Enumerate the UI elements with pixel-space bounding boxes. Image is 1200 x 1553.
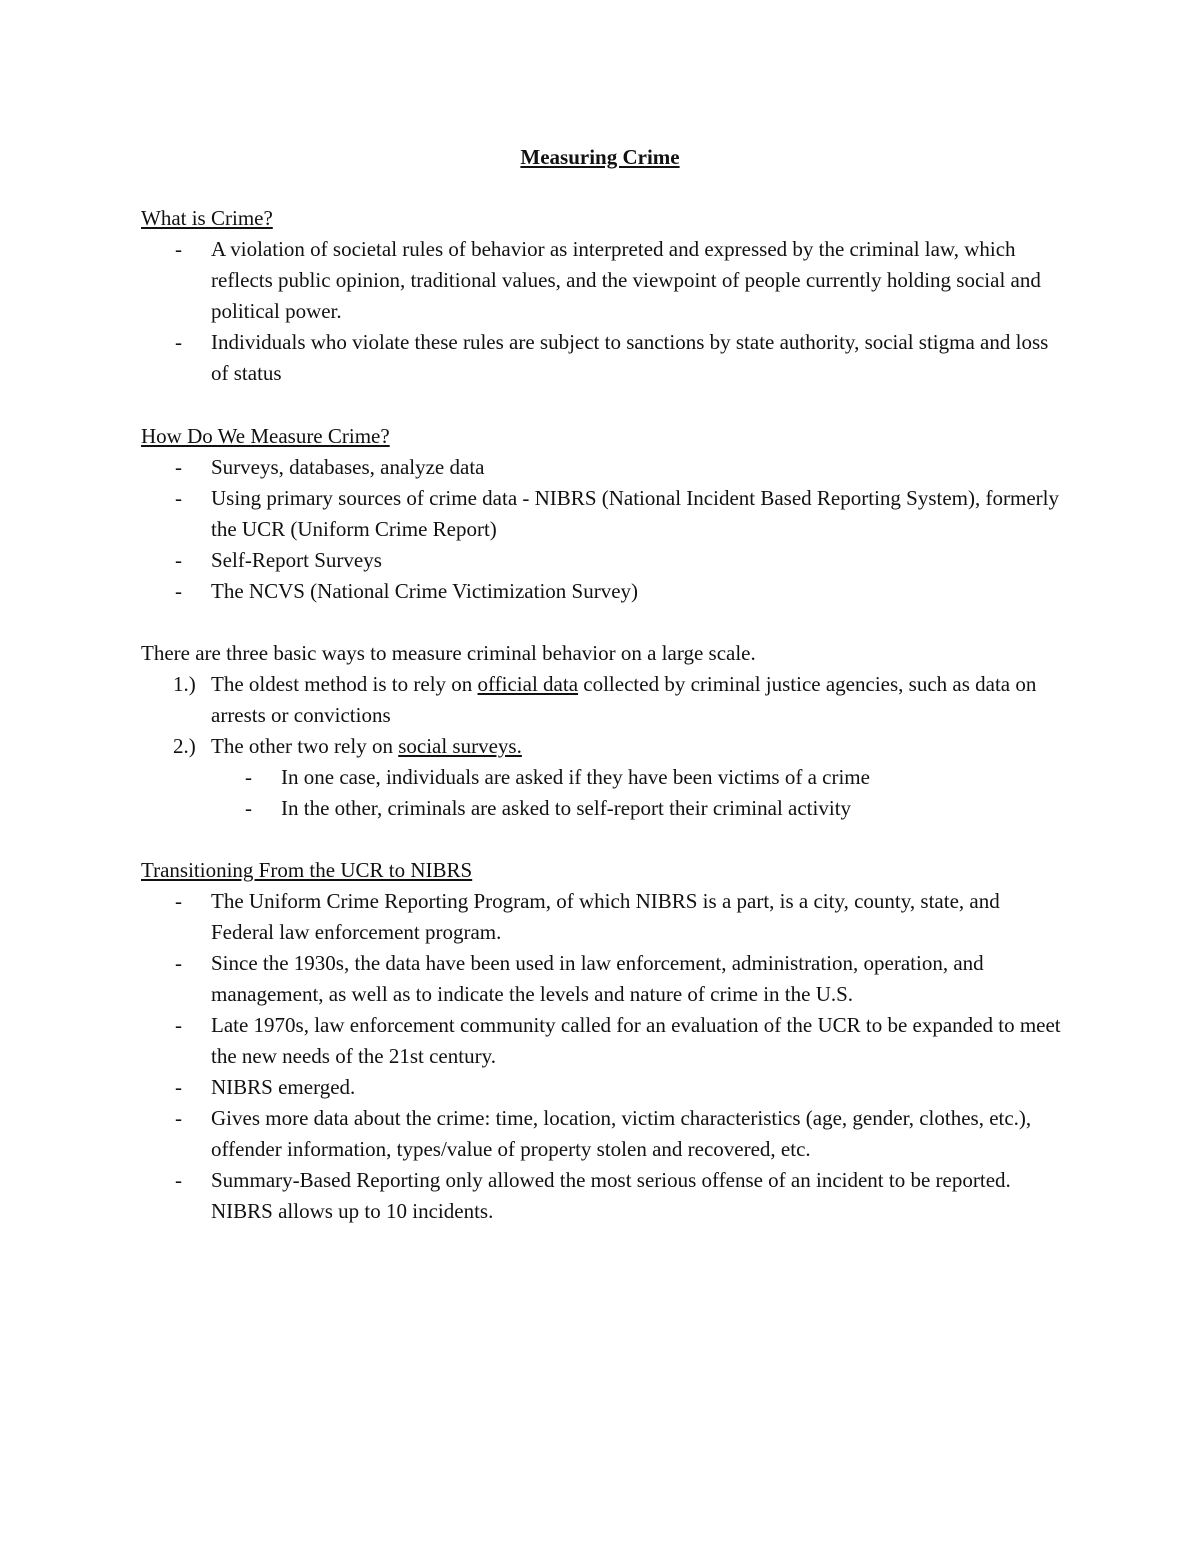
- number-marker: 1.): [173, 672, 196, 696]
- dash-marker: -: [175, 951, 182, 975]
- sub-list-item: [141, 762, 1061, 793]
- dash-marker: -: [175, 237, 182, 261]
- sub-list-item-text: In the other, criminals are asked to self-report their criminal activity: [281, 796, 852, 820]
- list-item-text: NIBRS emerged.: [211, 1075, 356, 1099]
- number-marker: 2.): [173, 734, 196, 758]
- section-heading: What is Crime?: [141, 206, 273, 230]
- section-heading: How Do We Measure Crime?: [141, 424, 390, 448]
- section-three-ways: [141, 638, 1061, 824]
- list-item: [141, 886, 1061, 948]
- dash-marker: -: [175, 1106, 182, 1130]
- numbered-item: [141, 669, 1061, 731]
- sub-list-item-text: In one case, individuals are asked if they have been victims of a crime: [281, 765, 870, 789]
- list-item: [141, 234, 1061, 327]
- list-item: [141, 483, 1061, 545]
- dash-marker: -: [175, 579, 182, 603]
- list-item-text: Self-Report Surveys: [211, 548, 382, 572]
- list-item-text: Summary-Based Reporting only allowed the most serious offense of an incident to be reported. NIBRS allows up to 10 incidents.: [211, 1168, 1011, 1223]
- list-item: [141, 576, 1061, 607]
- list-item: [141, 1072, 1061, 1103]
- numbered-item-text-before: The oldest method is to rely on: [211, 672, 478, 696]
- underlined-term: social surveys.: [398, 734, 522, 758]
- dash-marker: -: [175, 1013, 182, 1037]
- numbered-item-text-after: collected by criminal justice agencies, such as data on arrests or convictions: [211, 672, 1037, 727]
- list-item-text: A violation of societal rules of behavior as interpreted and expressed by the criminal law, which reflects public opinion, traditional values, and the viewpoint of people currently holding social and political power.: [211, 237, 1041, 323]
- dash-marker: -: [175, 548, 182, 572]
- list-item: [141, 452, 1061, 483]
- list-item: [141, 1103, 1061, 1165]
- numbered-item-text-before: The other two rely on: [211, 734, 399, 758]
- dash-marker: -: [175, 455, 182, 479]
- list-item: [141, 545, 1061, 576]
- dash-marker: -: [245, 765, 252, 789]
- list-item-text: Surveys, databases, analyze data: [211, 455, 485, 479]
- dash-marker: -: [175, 330, 182, 354]
- list-item: [141, 1010, 1061, 1072]
- numbered-item: [141, 731, 1061, 762]
- dash-marker: -: [175, 486, 182, 510]
- list-item-text: Gives more data about the crime: time, location, victim characteristics (age, gender, clothes, etc.), offender information, types/value of property stolen and recovered, etc.: [211, 1106, 1032, 1161]
- list-item-text: Individuals who violate these rules are subject to sanctions by state authority, social stigma and loss of status: [211, 330, 1049, 385]
- list-item: [141, 327, 1061, 389]
- list-item-text: The NCVS (National Crime Victimization Survey): [211, 579, 639, 603]
- dash-marker: -: [175, 1168, 182, 1192]
- list-item-text: Since the 1930s, the data have been used in law enforcement, administration, operation, and management, as well as to indicate the levels and nature of crime in the U.S.: [211, 951, 984, 1006]
- list-item: [141, 948, 1061, 1010]
- section-heading: Transitioning From the UCR to NIBRS: [141, 858, 473, 882]
- document-title: Measuring Crime: [520, 145, 680, 169]
- sub-list-item: [141, 793, 1061, 824]
- section-how-measure: [141, 421, 1061, 607]
- dash-marker: -: [175, 1075, 182, 1099]
- section-transition: [141, 855, 1061, 1227]
- section-what-is-crime: [141, 203, 1061, 389]
- list-item-text: The Uniform Crime Reporting Program, of which NIBRS is a part, is a city, county, state, and Federal law enforcement program.: [211, 889, 1000, 944]
- list-item: [141, 1165, 1061, 1227]
- dash-marker: -: [245, 796, 252, 820]
- dash-marker: -: [175, 889, 182, 913]
- list-item-text: Using primary sources of crime data - NIBRS (National Incident Based Reporting System), formerly the UCR (Uniform Crime Report): [211, 486, 1059, 541]
- intro-paragraph: There are three basic ways to measure criminal behavior on a large scale.: [141, 641, 756, 665]
- list-item-text: Late 1970s, law enforcement community called for an evaluation of the UCR to be expanded to meet the new needs of the 21st century.: [211, 1013, 1061, 1068]
- underlined-term: official data: [477, 672, 579, 696]
